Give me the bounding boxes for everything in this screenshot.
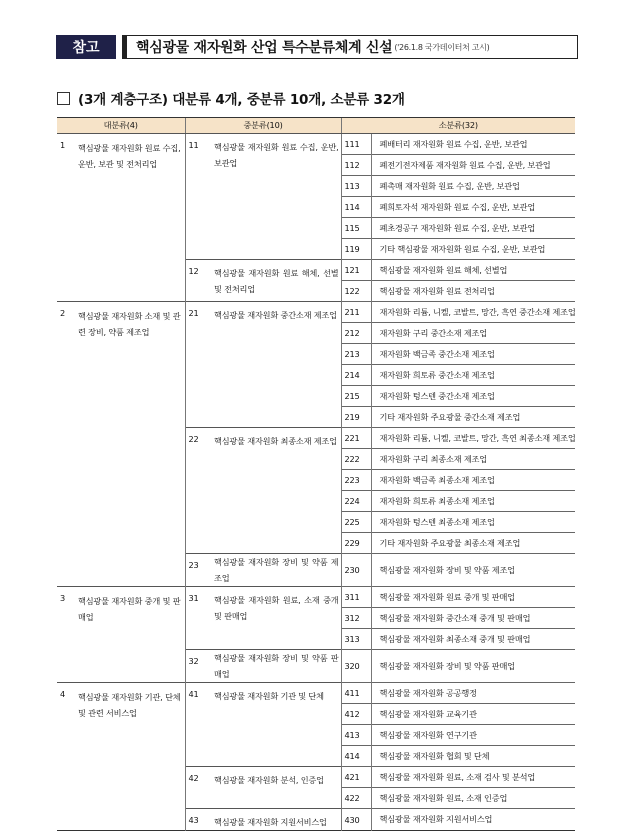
mid-name: 핵심광물 재자원화 원료 수집, 운반, 보관업: [210, 134, 341, 260]
mid-code: 43: [185, 809, 210, 831]
mid-name: 핵심광물 재자원화 장비 및 약품 판매업: [210, 650, 341, 683]
sub-code: 312: [341, 608, 371, 629]
sub-code: 222: [341, 449, 371, 470]
header-bar: [56, 35, 578, 59]
announcement-note: ('26.1.8 국가데이터처 고시): [394, 42, 490, 52]
sub-code: 413: [341, 725, 371, 746]
sub-code: 223: [341, 470, 371, 491]
table-row: [57, 302, 575, 323]
mid-name: 핵심광물 재자원화 분석, 인증업: [210, 767, 341, 809]
sub-name: 핵심광물 재자원화 원료 중개 및 판매업: [371, 587, 575, 608]
summary-line: [57, 88, 405, 108]
sub-code: 213: [341, 344, 371, 365]
table-row: [57, 587, 575, 608]
major-category-cell: [57, 134, 185, 302]
mid-code: 32: [185, 650, 210, 683]
mid-name: 핵심광물 재자원화 기관 및 단체: [210, 683, 341, 767]
sub-name: 핵심광물 재자원화 원료 해체, 선별업: [371, 260, 575, 281]
reference-tag: 참고: [56, 35, 116, 59]
sub-code: 114: [341, 197, 371, 218]
sub-code: 211: [341, 302, 371, 323]
sub-code: 214: [341, 365, 371, 386]
major-name: 핵심광물 재자원화 원료 수집, 운반, 보관 및 전처리업: [78, 143, 181, 169]
sub-name: 폐전기전자제품 재자원화 원료 수집, 운반, 보관업: [371, 155, 575, 176]
summary-text: (3개 계층구조) 대분류 4개, 중분류 10개, 소분류 32개: [78, 92, 405, 108]
sub-name: 핵심광물 재자원화 교육기관: [371, 704, 575, 725]
sub-code: 221: [341, 428, 371, 449]
sub-name: 기타 재자원화 주요광물 최종소재 제조업: [371, 533, 575, 554]
sub-code: 422: [341, 788, 371, 809]
sub-name: 재자원화 희토류 최종소재 제조업: [371, 491, 575, 512]
sub-name: 폐촉매 재자원화 원료 수집, 운반, 보관업: [371, 176, 575, 197]
mid-code: 41: [185, 683, 210, 767]
sub-code: 313: [341, 629, 371, 650]
sub-name: 핵심광물 재자원화 원료 전처리업: [371, 281, 575, 302]
table-header-row: [57, 118, 575, 134]
sub-name: 핵심광물 재자원화 협회 및 단체: [371, 746, 575, 767]
table-row: [57, 134, 575, 155]
header-major: 대분류(4): [57, 118, 185, 134]
title-box: [122, 35, 578, 59]
sub-code: 414: [341, 746, 371, 767]
sub-name: 재자원화 텅스텐 중간소재 제조업: [371, 386, 575, 407]
sub-code: 430: [341, 809, 371, 831]
sub-code: 115: [341, 218, 371, 239]
sub-code: 112: [341, 155, 371, 176]
major-code: 3: [60, 593, 66, 603]
mid-name: 핵심광물 재자원화 원료, 소재 중개 및 판매업: [210, 587, 341, 650]
sub-code: 212: [341, 323, 371, 344]
sub-name: 기타 재자원화 주요광물 중간소재 제조업: [371, 407, 575, 428]
major-name: 핵심광물 재자원화 기관, 단체 및 관련 서비스업: [78, 692, 181, 718]
sub-code: 412: [341, 704, 371, 725]
sub-code: 421: [341, 767, 371, 788]
sub-name: 핵심광물 재자원화 장비 및 약품 제조업: [371, 554, 575, 587]
sub-code: 113: [341, 176, 371, 197]
sub-code: 311: [341, 587, 371, 608]
mid-name: 핵심광물 재자원화 장비 및 약품 제조업: [210, 554, 341, 587]
sub-name: 폐배터리 재자원화 원료 수집, 운반, 보관업: [371, 134, 575, 155]
major-category-cell: [57, 587, 185, 683]
sub-name: 폐초경공구 재자원화 원료 수집, 운반, 보관업: [371, 218, 575, 239]
sub-name: 핵심광물 재자원화 최종소재 중개 및 판매업: [371, 629, 575, 650]
sub-name: 기타 핵심광물 재자원화 원료 수집, 운반, 보관업: [371, 239, 575, 260]
mid-name: 핵심광물 재자원화 지원서비스업: [210, 809, 341, 831]
sub-name: 핵심광물 재자원화 공공행정: [371, 683, 575, 704]
mid-code: 23: [185, 554, 210, 587]
page-title: 핵심광물 재자원화 산업 특수분류체계 신설: [136, 40, 393, 56]
sub-code: 320: [341, 650, 371, 683]
mid-code: 42: [185, 767, 210, 809]
major-category-cell: [57, 302, 185, 587]
sub-name: 재자원화 백금족 최종소재 제조업: [371, 470, 575, 491]
major-name: 핵심광물 재자원화 소재 및 관련 장비, 약품 제조업: [78, 311, 181, 337]
major-code: 4: [60, 689, 66, 699]
sub-name: 핵심광물 재자원화 중간소재 중개 및 판매업: [371, 608, 575, 629]
sub-code: 229: [341, 533, 371, 554]
sub-name: 재자원화 리튬, 니켈, 코발트, 망간, 흑연 최종소재 제조업: [371, 428, 575, 449]
mid-code: 31: [185, 587, 210, 650]
sub-code: 111: [341, 134, 371, 155]
sub-code: 121: [341, 260, 371, 281]
sub-code: 219: [341, 407, 371, 428]
sub-name: 재자원화 텅스텐 최종소재 제조업: [371, 512, 575, 533]
sub-name: 재자원화 리튬, 니켈, 코발트, 망간, 흑연 중간소재 제조업: [371, 302, 575, 323]
mid-code: 11: [185, 134, 210, 260]
classification-table: [57, 117, 575, 831]
sub-name: 핵심광물 재자원화 연구기관: [371, 725, 575, 746]
sub-name: 핵심광물 재자원화 장비 및 약품 판매업: [371, 650, 575, 683]
header-sub: 소분류(32): [341, 118, 575, 134]
mid-code: 22: [185, 428, 210, 554]
mid-code: 21: [185, 302, 210, 428]
mid-code: 12: [185, 260, 210, 302]
mid-name: 핵심광물 재자원화 원료 해체, 선별 및 전처리업: [210, 260, 341, 302]
sub-name: 재자원화 희토류 중간소재 제조업: [371, 365, 575, 386]
mid-name: 핵심광물 재자원화 최종소재 제조업: [210, 428, 341, 554]
sub-code: 122: [341, 281, 371, 302]
major-code: 2: [60, 308, 66, 318]
mid-name: 핵심광물 재자원화 중간소재 제조업: [210, 302, 341, 428]
sub-name: 핵심광물 재자원화 원료, 소재 검사 및 분석업: [371, 767, 575, 788]
square-bullet-icon: [57, 92, 70, 105]
sub-code: 225: [341, 512, 371, 533]
sub-name: 재자원화 구리 최종소재 제조업: [371, 449, 575, 470]
major-code: 1: [60, 140, 66, 150]
sub-code: 224: [341, 491, 371, 512]
table-row: [57, 683, 575, 704]
header-mid: 중분류(10): [185, 118, 341, 134]
sub-name: 폐희토자석 재자원화 원료 수집, 운반, 보관업: [371, 197, 575, 218]
sub-code: 215: [341, 386, 371, 407]
sub-name: 재자원화 백금족 중간소재 제조업: [371, 344, 575, 365]
sub-name: 핵심광물 재자원화 지원서비스업: [371, 809, 575, 831]
major-name: 핵심광물 재자원화 중개 및 판매업: [78, 596, 181, 622]
sub-code: 119: [341, 239, 371, 260]
sub-name: 재자원화 구리 중간소재 제조업: [371, 323, 575, 344]
sub-code: 230: [341, 554, 371, 587]
sub-name: 핵심광물 재자원화 원료, 소재 인증업: [371, 788, 575, 809]
sub-code: 411: [341, 683, 371, 704]
major-category-cell: [57, 683, 185, 831]
